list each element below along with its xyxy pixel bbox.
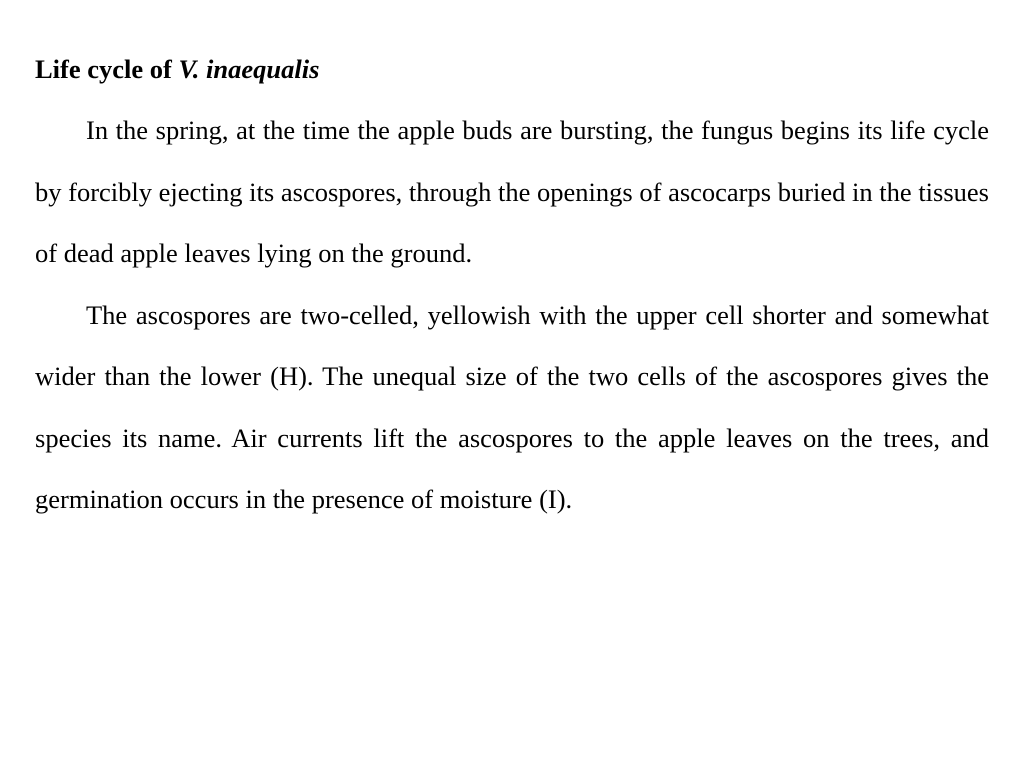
heading-species-name: V. inaequalis	[178, 54, 320, 84]
paragraph-ascospores: The ascospores are two-celled, yellowish with the upper cell shorter and somewhat wider than the lower (H). The unequal size of the two cells of the ascospores gives the species its name. Air currents lift the ascospores to the apple leaves on the trees, and germination occurs in the presence of moisture (I).	[35, 299, 989, 514]
document-body	[35, 38, 989, 531]
section-heading	[35, 38, 989, 100]
heading-prefix: Life cycle of	[35, 54, 179, 84]
paragraph-life-cycle-start: In the spring, at the time the apple buds are bursting, the fungus begins its life cycle by forcibly ejecting its ascospores, through the openings of ascocarps buried in the tissues of dead apple leaves lying on the ground.	[35, 115, 989, 268]
